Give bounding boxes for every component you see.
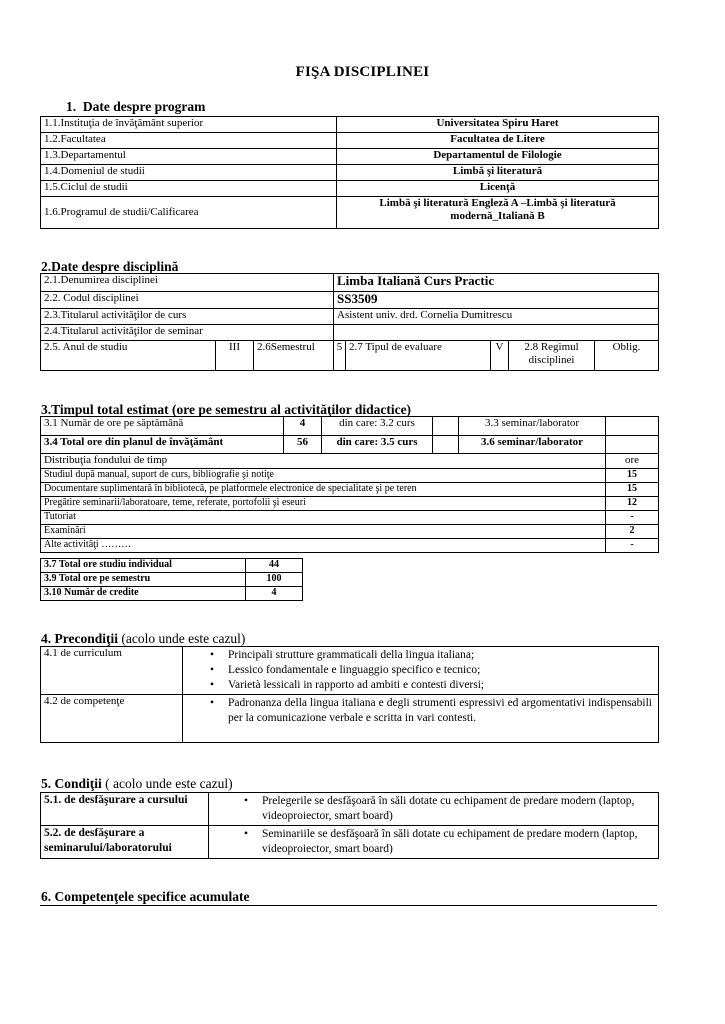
total-value: 4 [246,587,303,601]
distribution-unit: ore [606,454,659,469]
seminar-hours-label: 3.3 seminar/laborator [459,417,606,436]
discipline-label: 2.1.Denumirea disciplinei [41,274,334,292]
year-value: III [216,341,254,371]
seminar-hours-value [606,417,659,436]
list-item: • Lessico fondamentale e linguaggio specifico e tecnico; [228,663,655,678]
document-title: FIŞA DISCIPLINEI [295,64,430,80]
table-row [41,341,659,371]
program-label: 1.5.Ciclul de studii [41,181,337,197]
total-value: 44 [246,559,303,573]
total-course-label: din care: 3.5 curs [322,436,433,454]
distribution-item-label: Tutoriat [41,511,606,525]
semester-value: 5 [334,341,346,371]
discipline-table [40,273,659,371]
hours-per-week-value: 4 [284,417,322,436]
seminar-lecturer [334,325,659,341]
total-seminar-label: 3.6 seminar/laborator [459,436,606,454]
total-hours-value: 56 [284,436,322,454]
table-row [41,573,303,587]
discipline-label: 2.4.Titularul activităţilor de seminar [41,325,334,341]
total-value: 100 [246,573,303,587]
total-course-value [433,436,459,454]
program-value: Licenţă [337,181,659,197]
table-row [41,325,659,341]
section-5-title: 5. Condiţii [41,776,102,791]
table-row [41,292,659,309]
section-6-heading: 6. Competenţele specifice acumulate [41,889,250,904]
competence-list-cell [183,695,659,743]
course-hours-label: din care: 3.2 curs [322,417,433,436]
hours-per-week-label: 3.1 Număr de ore pe săptămână [41,417,284,436]
table-row [41,695,659,743]
program-table [40,116,659,229]
curriculum-list [186,648,655,693]
regime-label: 2.8 Regimul disciplinei [509,341,595,371]
table-row [41,469,659,483]
section-1-title: Date despre program [82,99,206,114]
discipline-name: Limba Italiană Curs Practic [334,274,659,292]
table-row [41,117,659,133]
section-4-heading [41,631,245,646]
year-label: 2.5. Anul de studiu [41,341,216,371]
distribution-item-value: 2 [606,525,659,539]
preconditions-table [40,646,659,743]
section-3-heading: 3.Timpul total estimat (ore pe semestru al activităţilor didactice) [41,402,412,417]
program-value: Limbă şi literatură Engleză A –Limbă şi literatură modernă_Italiană B [337,197,659,229]
table-row [41,181,659,197]
competence-label: 4.2 de competenţe [41,695,183,743]
time-table [40,416,659,553]
conditions-seminar-label: 5.2. de desfăşurare a seminarului/laboratorului [41,826,209,859]
distribution-item-value: - [606,539,659,553]
table-row [41,511,659,525]
program-label: 1.6.Programul de studii/Calificarea [41,197,337,229]
program-label: 1.3.Departamentul [41,149,337,165]
regime-value: Oblig. [595,341,659,371]
list-item: • Varietà lessicali in rapporto ad ambiti e contesti diversi; [228,678,655,693]
program-value: Facultatea de Litere [337,133,659,149]
semester-label: 2.6Semestrul [254,341,334,371]
discipline-code: SS3509 [334,292,659,309]
section-5-heading [41,776,233,791]
conditions-table [40,792,659,859]
table-row [41,483,659,497]
curriculum-label: 4.1 de curriculum [41,647,183,695]
table-row [41,826,659,859]
table-row [41,539,659,553]
conditions-course-cell [209,793,659,826]
table-row [41,165,659,181]
table-row [41,417,659,436]
conditions-course-list [212,794,655,824]
competence-list [186,696,652,726]
course-lecturer: Asistent univ. drd. Cornelia Dumitrescu [334,309,659,325]
list-item: • Prelegerile se desfăşoară în săli dotate cu echipament de predare modern (laptop, videoproiector, smart board) [262,794,655,824]
distribution-item-label: Studiul după manual, suport de curs, bibliografie şi notiţe [41,469,606,483]
distribution-item-label: Examinări [41,525,606,539]
total-label: 3.9 Total ore pe semestru [41,573,246,587]
distribution-label: Distribuţia fondului de timp [41,454,606,469]
table-row [41,559,303,573]
section-5-note: ( acolo unde este cazul) [105,776,233,791]
distribution-item-label: Documentare suplimentară în bibliotecă, pe platformele electronice de specialitate şi pe teren [41,483,606,497]
total-seminar-value [606,436,659,454]
program-value: Limbă şi literatură [337,165,659,181]
table-row [41,497,659,511]
conditions-course-label: 5.1. de desfăşurare a cursului [41,793,209,826]
list-item: • Padronanza della lingua italiana e degli strumenti espressivi ed argomentativi indispensabili per la comunicazione verbale e scritta in vari contesti. [228,696,652,726]
distribution-item-value: - [606,511,659,525]
total-label: 3.10 Număr de credite [41,587,246,601]
table-row [41,647,659,695]
table-row [41,274,659,292]
section-1-number: 1. [66,99,77,114]
section-6-rule [40,905,657,906]
section-2-heading: 2.Date despre disciplină [41,259,179,274]
program-label: 1.4.Domeniul de studii [41,165,337,181]
table-row [41,587,303,601]
program-value: Universitatea Spiru Haret [337,117,659,133]
evaluation-label: 2.7 Tipul de evaluare [346,341,491,371]
program-label: 1.2.Facultatea [41,133,337,149]
distribution-item-value: 12 [606,497,659,511]
distribution-item-label: Pregătire seminarii/laboratoare, teme, referate, portofolii şi eseuri [41,497,606,511]
section-4-note: (acolo unde este cazul) [121,631,246,646]
program-value: Departamentul de Filologie [337,149,659,165]
discipline-label: 2.2. Codul disciplinei [41,292,334,309]
section-1-heading [66,99,205,114]
table-row [41,309,659,325]
table-row [41,197,659,229]
conditions-seminar-list [212,827,655,857]
table-row [41,525,659,539]
section-4-title: 4. Precondiţii [41,631,118,646]
total-label: 3.7 Total ore studiu individual [41,559,246,573]
conditions-seminar-cell [209,826,659,859]
distribution-item-value: 15 [606,469,659,483]
list-item: • Seminariile se desfăşoară în săli dotate cu echipament de predare modern (laptop, videoproiector, smart board) [262,827,655,857]
table-row [41,133,659,149]
curriculum-list-cell [183,647,659,695]
distribution-item-value: 15 [606,483,659,497]
discipline-label: 2.3.Titularul activităţilor de curs [41,309,334,325]
total-hours-label: 3.4 Total ore din planul de învăţământ [41,436,284,454]
list-item: • Principali strutture grammaticali della lingua italiana; [228,648,655,663]
course-hours-value [433,417,459,436]
evaluation-value: V [491,341,509,371]
table-row [41,436,659,454]
totals-table [40,558,303,601]
program-label: 1.1.Instituţia de învăţământ superior [41,117,337,133]
table-row [41,454,659,469]
distribution-item-label: Alte activităţi ……… [41,539,606,553]
table-row [41,149,659,165]
table-row [41,793,659,826]
